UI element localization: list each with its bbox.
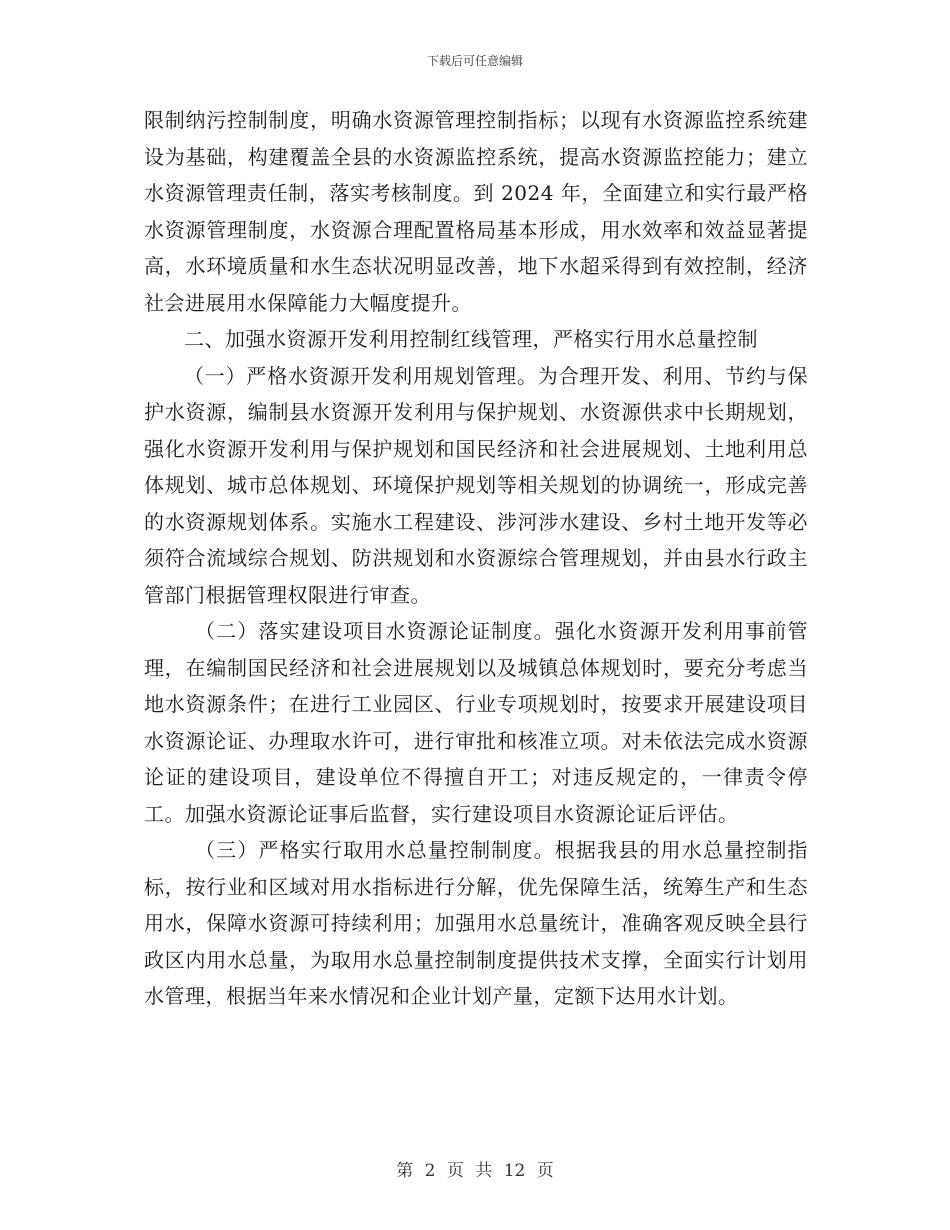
paragraph-subsection-2: （二）落实建设项目水资源论证制度。强化水资源开发利用事前管理，在编制国民经济和社会进展规划以及城镇总体规划时，要充分考虑当地水资源条件；在进行工业园区、行业专项规划时，按要求开展建设项目水资源论证、办理取水许可，进行审批和核准立项。对未依法完成水资源论证的建设项目，建设单位不得擅自开工；对违反规定的，一律责令停工。加强水资源论证事后监督，实行建设项目水资源论证后评估。: [144, 619, 808, 826]
document-body: [144, 102, 808, 1015]
page-header: 下载后可任意编辑: [426, 54, 523, 68]
paragraph-subsection-3: （三）严格实行取用水总量控制制度。根据我县的用水总量控制指标，按行业和区域对用水指标进行分解，优先保障生活，统筹生产和生态用水，保障水资源可持续利用；加强用水总量统计，准确客观反映全县行政区内用水总量，为取用水总量控制制度提供技术支撑，全面实行计划用水管理，根据当年来水情况和企业计划产量，定额下达用水计划。: [144, 838, 808, 1008]
paragraph-continued: 限制纳污控制制度，明确水资源管理控制指标；以现有水资源监控系统建设为基础，构建覆盖全县的水资源监控系统，提高水资源监控能力；建立水资源管理责任制，落实考核制度。到 2024 年，全面建立和实行最严格水资源管理制度，水资源合理配置格局基本形成，用水效率和效益显著提高，水环境质量和水生态状况明显改善，地下水超采得到有效控制，经济社会进展用水保障能力大幅度提升。: [144, 108, 808, 315]
page-number: 第 2 页 共 12 页: [396, 1161, 554, 1181]
section-heading: 二、加强水资源开发利用控制红线管理，严格实行用水总量控制: [184, 327, 758, 351]
paragraph-subsection-1: （一）严格水资源开发利用规划管理。为合理开发、利用、节约与保护水资源，编制县水资源开发利用与保护规划、水资源供求中长期规划，强化水资源开发利用与保护规划和国民经济和社会进展规划、土地利用总体规划、城市总体规划、环境保护规划等相关规划的协调统一，形成完善的水资源规划体系。实施水工程建设、涉河涉水建设、乡村土地开发等必须符合流域综合规划、防洪规划和水资源综合管理规划，并由县水行政主管部门根据管理权限进行审查。: [144, 363, 808, 607]
